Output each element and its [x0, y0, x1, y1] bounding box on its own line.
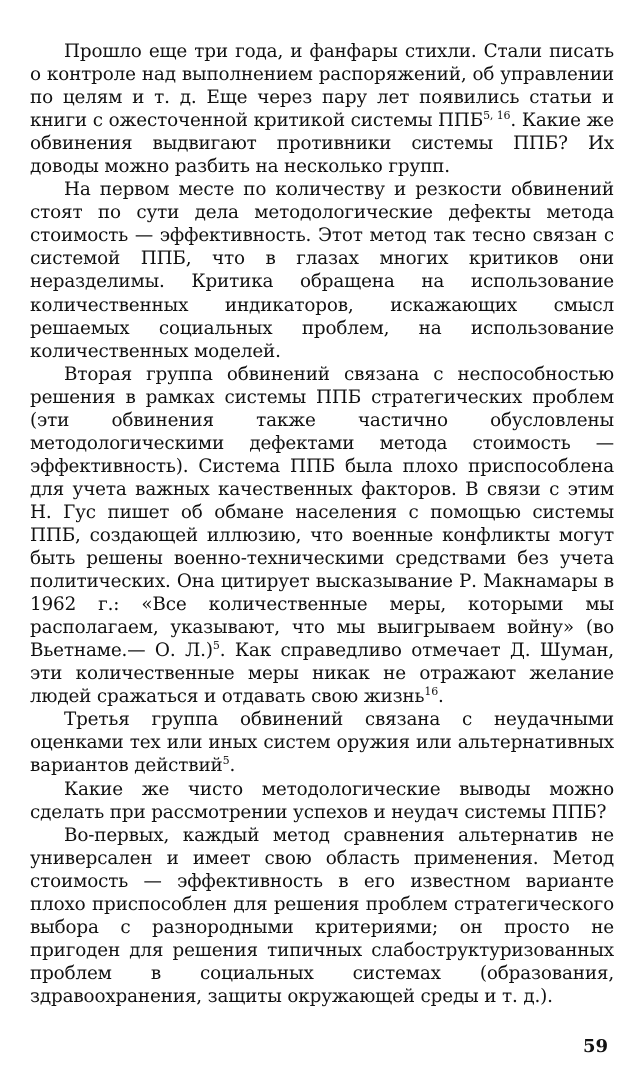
paragraph-3-text: Вторая группа обвинений связана с неспособностью решения в рамках системы ППБ стратегических проблем (эти обвинения также частично обусловлены методологическими дефектами метода стоимость — эффективность). Система ППБ была плохо приспособлена для учета важных качественных факторов. В связи с этим Н. Гус пишет об обмане населения с помощью системы ППБ, создающей иллюзию, что военные конфликты могут быть решены военно-техническими средствами без учета политических. Она цитирует высказывание Р. Макнамары в 1962 г.: «Все количественные меры, которыми мы располагаем, указывают, что мы выигрываем войну» (во Вьетнаме.— О. Л.): [30, 363, 614, 662]
paragraph-1: [30, 40, 614, 178]
paragraph-1-tail: . Какие же обвинения выдвигают противники системы ППБ? Их доводы можно разбить на несколько групп.: [30, 110, 614, 178]
paragraph-2: [30, 178, 614, 362]
paragraph-4: [30, 708, 614, 777]
footnote-ref: 5, 16: [483, 109, 511, 123]
paragraph-3: [30, 363, 614, 709]
paragraph-4-tail: .: [229, 755, 236, 777]
paragraph-5: [30, 778, 614, 824]
page-number: 59: [582, 1036, 608, 1057]
paragraph-6: [30, 824, 614, 1008]
paragraph-3-tail2: .: [438, 686, 444, 708]
paragraph-2-text: На первом месте по количеству и резкости обвинений стоят по сути дела методологические дефекты метода стоимость — эффективность. Этот метод так тесно связан с системой ППБ, что в глазах многих критиков они неразделимы. Критика обращена на использование количественных индикаторов, искажающих смысл решаемых социальных проблем, на использование количественных моделей.: [30, 179, 614, 362]
footnote-ref: 5: [222, 754, 230, 768]
paragraph-3-tail: . Как справедливо отмечает Д. Шуман, эти количественные меры никак не отражают желание людей сражаться и отдавать свою жизнь: [30, 640, 614, 708]
document-body: [30, 40, 614, 1008]
paragraph-1-text: Прошло еще три года, и фанфары стихли. Стали писать о контроле над выполнением распоряжений, об управлении по целям и т. д. Еще через пару лет появились статьи и книги с ожесточенной критикой системы ППБ: [30, 41, 614, 132]
paragraph-6-text: Во-первых, каждый метод сравнения альтернатив не универсален и имеет свою область применения. Метод стоимость — эффективность в его известном варианте плохо приспособлен для решения проблем стратегического выбора с разнородными критериями; он просто не пригоден для решения типичных слабоструктуризованных проблем в социальных системах (образования, здравоохранения, защиты окружающей среды и т. д.).: [30, 824, 614, 1007]
footnote-ref: 16: [424, 685, 439, 699]
footnote-ref: 5: [212, 639, 220, 653]
paragraph-4-text: Третья группа обвинений связана с неудачными оценками тех или иных систем оружия или альтернативных вариантов действий: [30, 709, 614, 777]
paragraph-5-text: Какие же чисто методологические выводы можно сделать при рассмотрении успехов и неудач системы ППБ?: [30, 778, 614, 823]
